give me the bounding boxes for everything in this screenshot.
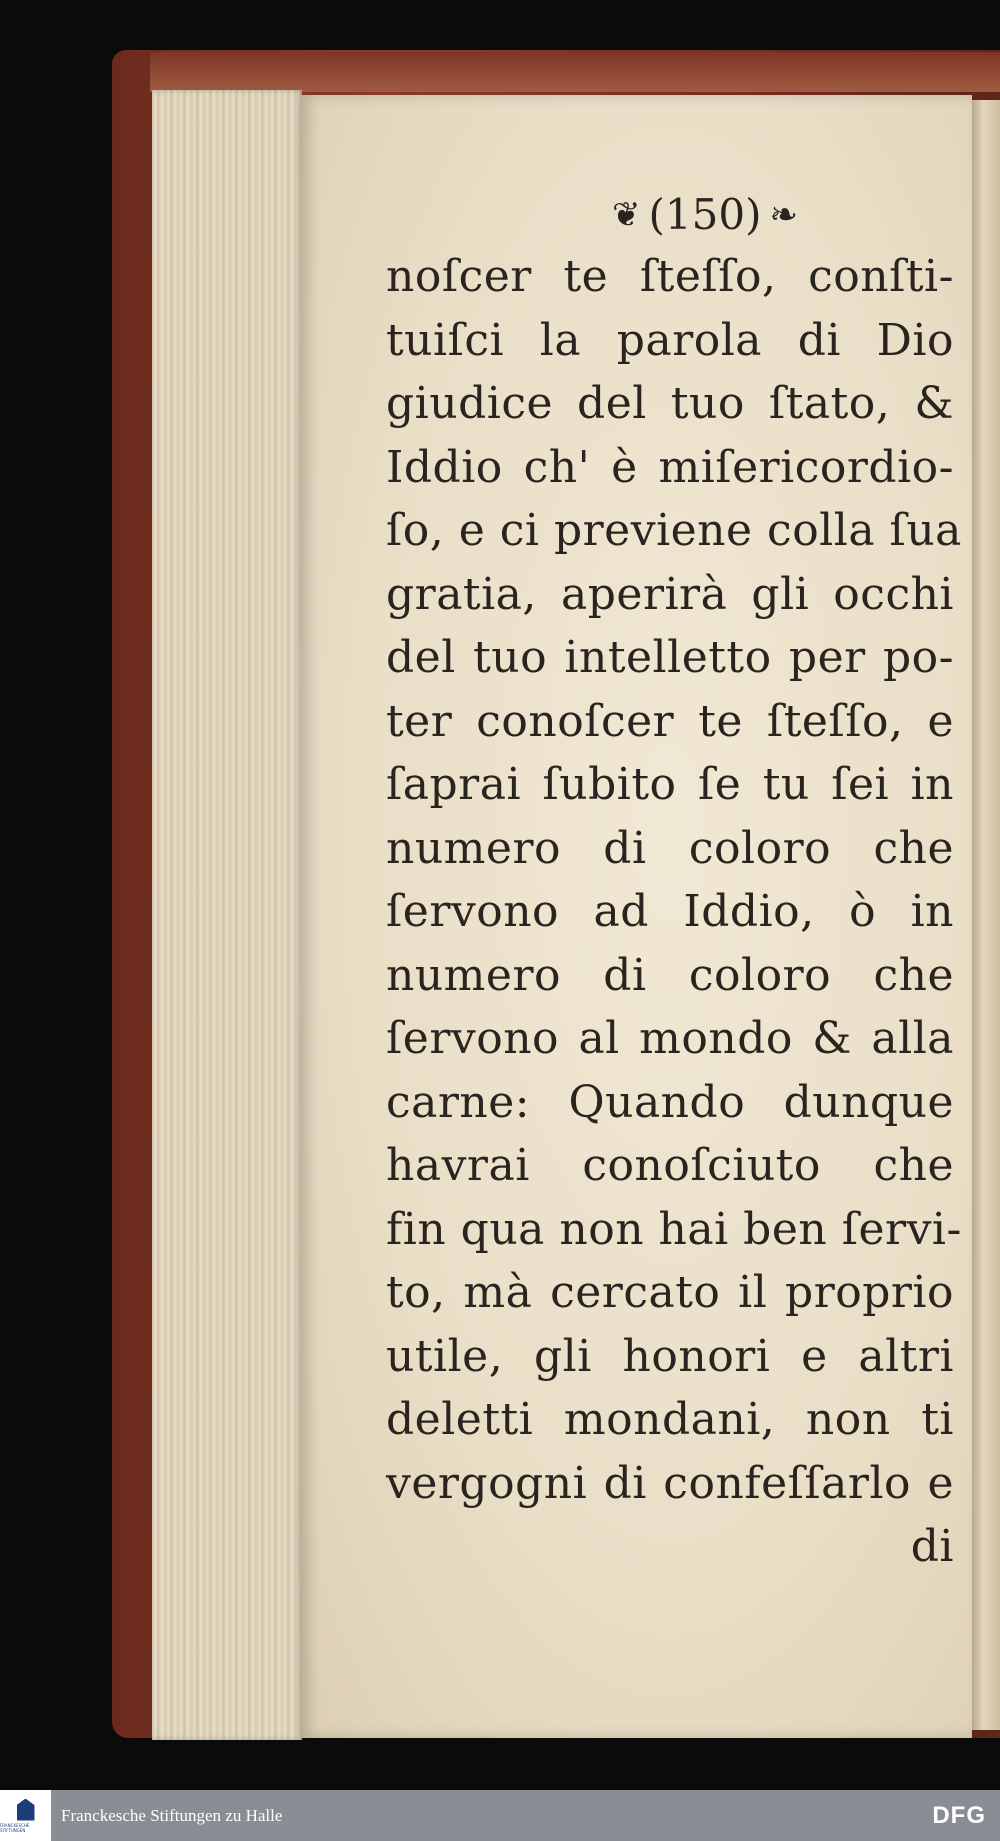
text-line: noſcer te ſteſſo, conſti- [386, 251, 954, 302]
text-line: ſo, e ci previene colla ſua [386, 505, 962, 556]
footer-bar [0, 1790, 1000, 1841]
text-line: utile, gli honori e altri [386, 1330, 954, 1382]
text-line: carne: Quando dunque [386, 1076, 954, 1128]
text-line: deletti mondani, non ti [386, 1394, 954, 1445]
text-line: giudice del tuo ſtato, & [386, 378, 954, 429]
page-number [456, 185, 954, 245]
text-line: ſervono al mondo & alla [386, 1013, 954, 1064]
text-line: vergogni di confeſſarlo e [386, 1457, 954, 1509]
dfg-logo: DFG [932, 1801, 986, 1829]
text-line: ter conoſcer te ſteſſo, e [386, 695, 954, 747]
text-line: Iddio ch' è miſericordio- [386, 441, 954, 493]
text-line: del tuo intelletto per po- [386, 632, 954, 683]
ornament-left-icon: ❦ [612, 195, 641, 235]
logo-building-icon [17, 1799, 35, 1821]
facing-page-edge [972, 100, 1000, 1730]
page-number-label: (150) [648, 190, 762, 239]
text-line: di [910, 1521, 954, 1572]
text-line: numero di coloro che [386, 822, 954, 874]
text-line: ſervono ad Iddio, ò in [386, 886, 954, 937]
book-cover-top-edge [150, 52, 1000, 92]
logo-text: FRANCKESCHE STIFTUNGEN [0, 1822, 30, 1833]
text-line: tuiſci la parola di Dio [386, 314, 954, 366]
footer-title: Franckesche Stiftungen zu Halle [61, 1805, 283, 1825]
text-line: gratia, aperirà gli occhi [386, 568, 954, 620]
text-line: ſaprai ſubito ſe tu ſei in [386, 759, 954, 810]
institution-logo [0, 1790, 51, 1841]
text-line: to, mà cercato il proprio [386, 1267, 954, 1318]
text-line: numero di coloro che [386, 949, 954, 1001]
text-lines [386, 245, 962, 1579]
text-line: havrai conoſciuto che [386, 1140, 954, 1191]
ornament-right-icon: ❧ [769, 195, 798, 235]
page-stack-edge [152, 90, 302, 1740]
text-line: fin qua non hai ben ſervi- [386, 1203, 962, 1255]
page-text-block [386, 185, 962, 1579]
